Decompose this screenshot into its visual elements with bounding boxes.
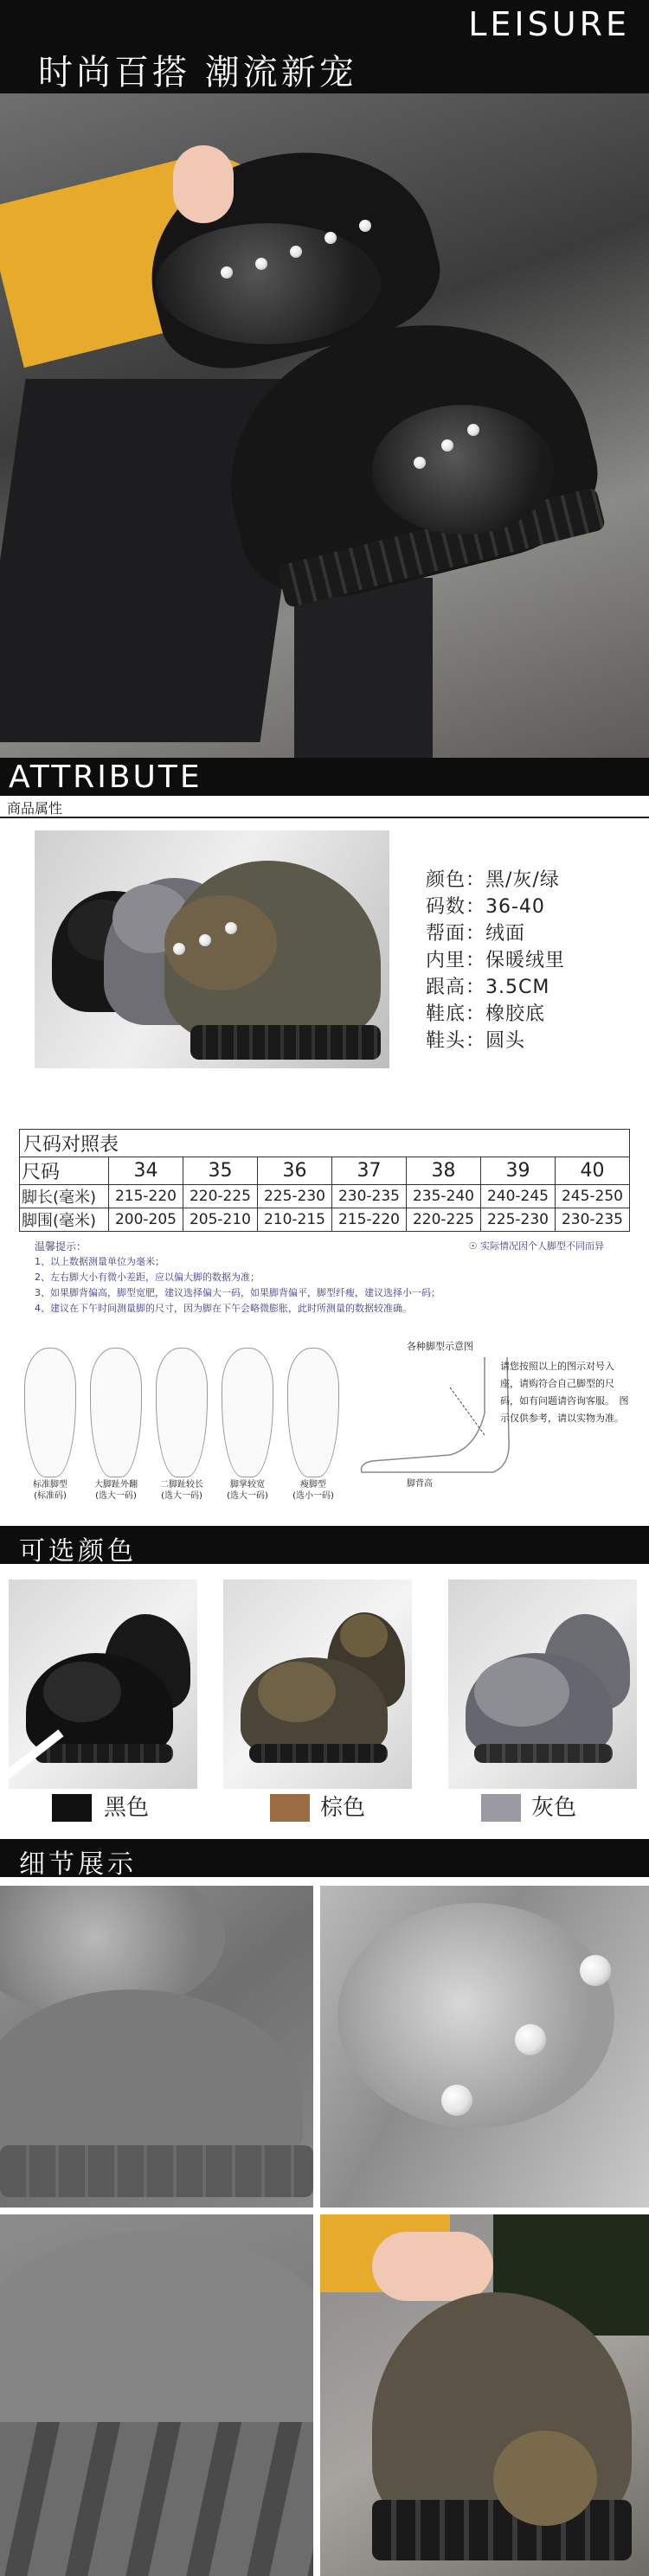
- header-brand: LEISURE: [468, 5, 630, 43]
- color-photo-brown: [223, 1580, 412, 1789]
- fur-bottom: [372, 405, 554, 535]
- ankle-leg: [294, 578, 433, 758]
- row-label: 脚围(毫米): [20, 1208, 109, 1232]
- attribute-product-photo: [35, 830, 389, 1068]
- sole: [190, 1025, 381, 1060]
- foot-outline-icon: [90, 1348, 142, 1477]
- fur: [337, 1903, 614, 2128]
- attribute-title-bar: [0, 758, 649, 796]
- colors-section-title: 可选颜色: [19, 1536, 137, 1567]
- swatch-label: 黑色: [104, 1795, 150, 1821]
- pearl: [580, 1955, 611, 1986]
- detail-section-bar: [0, 1839, 649, 1880]
- color-photo-black: [9, 1580, 197, 1789]
- swatch-black: [52, 1794, 92, 1822]
- tips-line: 4、建议在下午时间测量脚的尺寸，因为脚在下午会略微膨胀，此时所测量的数据较准确。: [35, 1303, 412, 1314]
- table-cell: 215-220: [331, 1208, 406, 1232]
- swatch-label: 灰色: [531, 1795, 577, 1821]
- pearl: [290, 246, 302, 258]
- pearl: [255, 258, 267, 270]
- sole: [249, 1744, 388, 1763]
- fur: [258, 1662, 336, 1722]
- sole: [35, 1744, 173, 1763]
- table-cell: 210-215: [257, 1208, 331, 1232]
- pearl: [441, 439, 453, 452]
- table-cell: 205-210: [183, 1208, 257, 1232]
- foot-outline-icon: [156, 1348, 208, 1477]
- foot-type-label: 标准脚型 (标准码): [33, 1480, 67, 1501]
- pearl: [221, 266, 233, 279]
- side-diagram-caption: 各种脚型示意图: [407, 1341, 473, 1352]
- foot-type-label: 瘦脚型 (选小一码): [292, 1480, 334, 1501]
- attribute-item: 颜色：黑/灰/绿: [426, 869, 560, 891]
- fur: [493, 2431, 597, 2526]
- sole: [372, 2500, 632, 2560]
- size-cell: 35: [183, 1157, 257, 1185]
- sole-tread: [0, 2422, 313, 2576]
- table-cell: 220-225: [406, 1208, 480, 1232]
- divider: [0, 817, 649, 818]
- detail-section-title: 细节展示: [19, 1849, 137, 1880]
- swatch-label: 棕色: [320, 1795, 366, 1821]
- attribute-item: 帮面：绒面: [426, 923, 526, 945]
- foot-type-label: 大脚趾外翻 (选大一码): [94, 1480, 138, 1501]
- pearl: [359, 220, 371, 232]
- size-cell: 34: [108, 1157, 183, 1185]
- tips-heading: 温馨提示：: [35, 1240, 87, 1253]
- side-note: 请您按照以上的图示对号入座，请购符合自己脚型的尺码，如有问题请咨询客服。 图示仅供参考，请以实物为准。: [500, 1361, 629, 1424]
- hand: [173, 145, 234, 223]
- table-cell: 240-245: [480, 1185, 555, 1208]
- detail-photo-pearls: [320, 1886, 649, 2208]
- foot-outline-icon: [24, 1348, 76, 1477]
- pearl: [324, 232, 337, 244]
- hand: [372, 2232, 493, 2301]
- attribute-item: 鞋底：橡胶底: [426, 1003, 546, 1025]
- size-cell: 38: [406, 1157, 480, 1185]
- pearl: [515, 2024, 546, 2055]
- fur: [340, 1614, 388, 1657]
- attribute-title: ATTRIBUTE: [9, 759, 202, 795]
- detail-photo-sole-bend: [320, 2214, 649, 2576]
- table-row: [20, 1130, 630, 1157]
- tips-line: 3、如果脚背偏高，脚型宽肥，建议选择偏大一码，如果脚背偏平，脚型纤瘦，建议选择小一码；: [35, 1287, 440, 1298]
- tips-note-text: 实际情况因个人脚型不同而异: [480, 1240, 604, 1252]
- foot-type-label: 脚掌较宽 (选大一码): [227, 1480, 268, 1501]
- attribute-item: 跟高：3.5CM: [426, 977, 550, 998]
- fur: [43, 1662, 121, 1722]
- swatch-grey: [481, 1794, 521, 1822]
- foot-outline-icon: [287, 1348, 339, 1477]
- table-cell: 235-240: [406, 1185, 480, 1208]
- pearl: [199, 934, 211, 946]
- table-cell: 230-235: [555, 1208, 629, 1232]
- pearl: [225, 922, 237, 934]
- colors-section-bar: [0, 1526, 649, 1567]
- info-icon: ☉: [468, 1240, 478, 1252]
- size-cell: 36: [257, 1157, 331, 1185]
- table-cell: 220-225: [183, 1185, 257, 1208]
- table-cell: 230-235: [331, 1185, 406, 1208]
- row-label: 脚长(毫米): [20, 1185, 109, 1208]
- foot-types-diagram: [12, 1339, 358, 1515]
- sole: [0, 2145, 313, 2197]
- size-chart-title: 尺码对照表: [20, 1130, 630, 1157]
- pearl: [441, 2085, 472, 2116]
- sole: [474, 1744, 613, 1763]
- size-cell: 37: [331, 1157, 406, 1185]
- page-header: [0, 0, 649, 93]
- table-cell: 200-205: [108, 1208, 183, 1232]
- size-cell: 40: [555, 1157, 629, 1185]
- size-tips: [35, 1239, 623, 1317]
- tips-line: 2、左右脚大小有微小差距，应以偏大脚的数据为准；: [35, 1272, 260, 1283]
- table-cell: 225-230: [480, 1208, 555, 1232]
- pearl: [414, 457, 426, 469]
- attribute-item: 鞋头：圆头: [426, 1030, 526, 1052]
- attribute-list: [426, 867, 565, 1054]
- side-diagram-label: 脚背高: [407, 1479, 433, 1489]
- table-cell: 245-250: [555, 1185, 629, 1208]
- tips-note: [469, 1239, 604, 1254]
- table-cell: 225-230: [257, 1185, 331, 1208]
- size-chart-table: [19, 1129, 630, 1232]
- table-row: [20, 1185, 630, 1208]
- pearl: [467, 424, 479, 436]
- detail-photo-sole: [0, 2214, 313, 2576]
- attribute-item: 内里：保暖绒里: [426, 950, 566, 971]
- foot-side-icon: [355, 1353, 519, 1483]
- attribute-item: 码数：36-40: [426, 896, 545, 918]
- size-header-label: 尺码: [20, 1157, 109, 1185]
- fur: [474, 1657, 569, 1727]
- color-photo-grey: [448, 1580, 637, 1789]
- size-cell: 39: [480, 1157, 555, 1185]
- fur-top: [156, 223, 381, 344]
- pearl: [173, 943, 185, 955]
- table-row: [20, 1208, 630, 1232]
- table-cell: 215-220: [108, 1185, 183, 1208]
- swatch-brown: [270, 1794, 310, 1822]
- detail-photo-fur-toe: [0, 1886, 313, 2208]
- table-row: [20, 1157, 630, 1185]
- foot-type-label: 二脚趾较长 (选大一码): [160, 1480, 203, 1501]
- foot-outline-icon: [222, 1348, 273, 1477]
- hero-product-photo: [0, 93, 649, 758]
- header-slogan: 时尚百搭 潮流新宠: [38, 53, 357, 93]
- tips-line: 1、以上数据测量单位为毫米；: [35, 1256, 164, 1267]
- attribute-subtitle: 商品属性: [7, 800, 63, 817]
